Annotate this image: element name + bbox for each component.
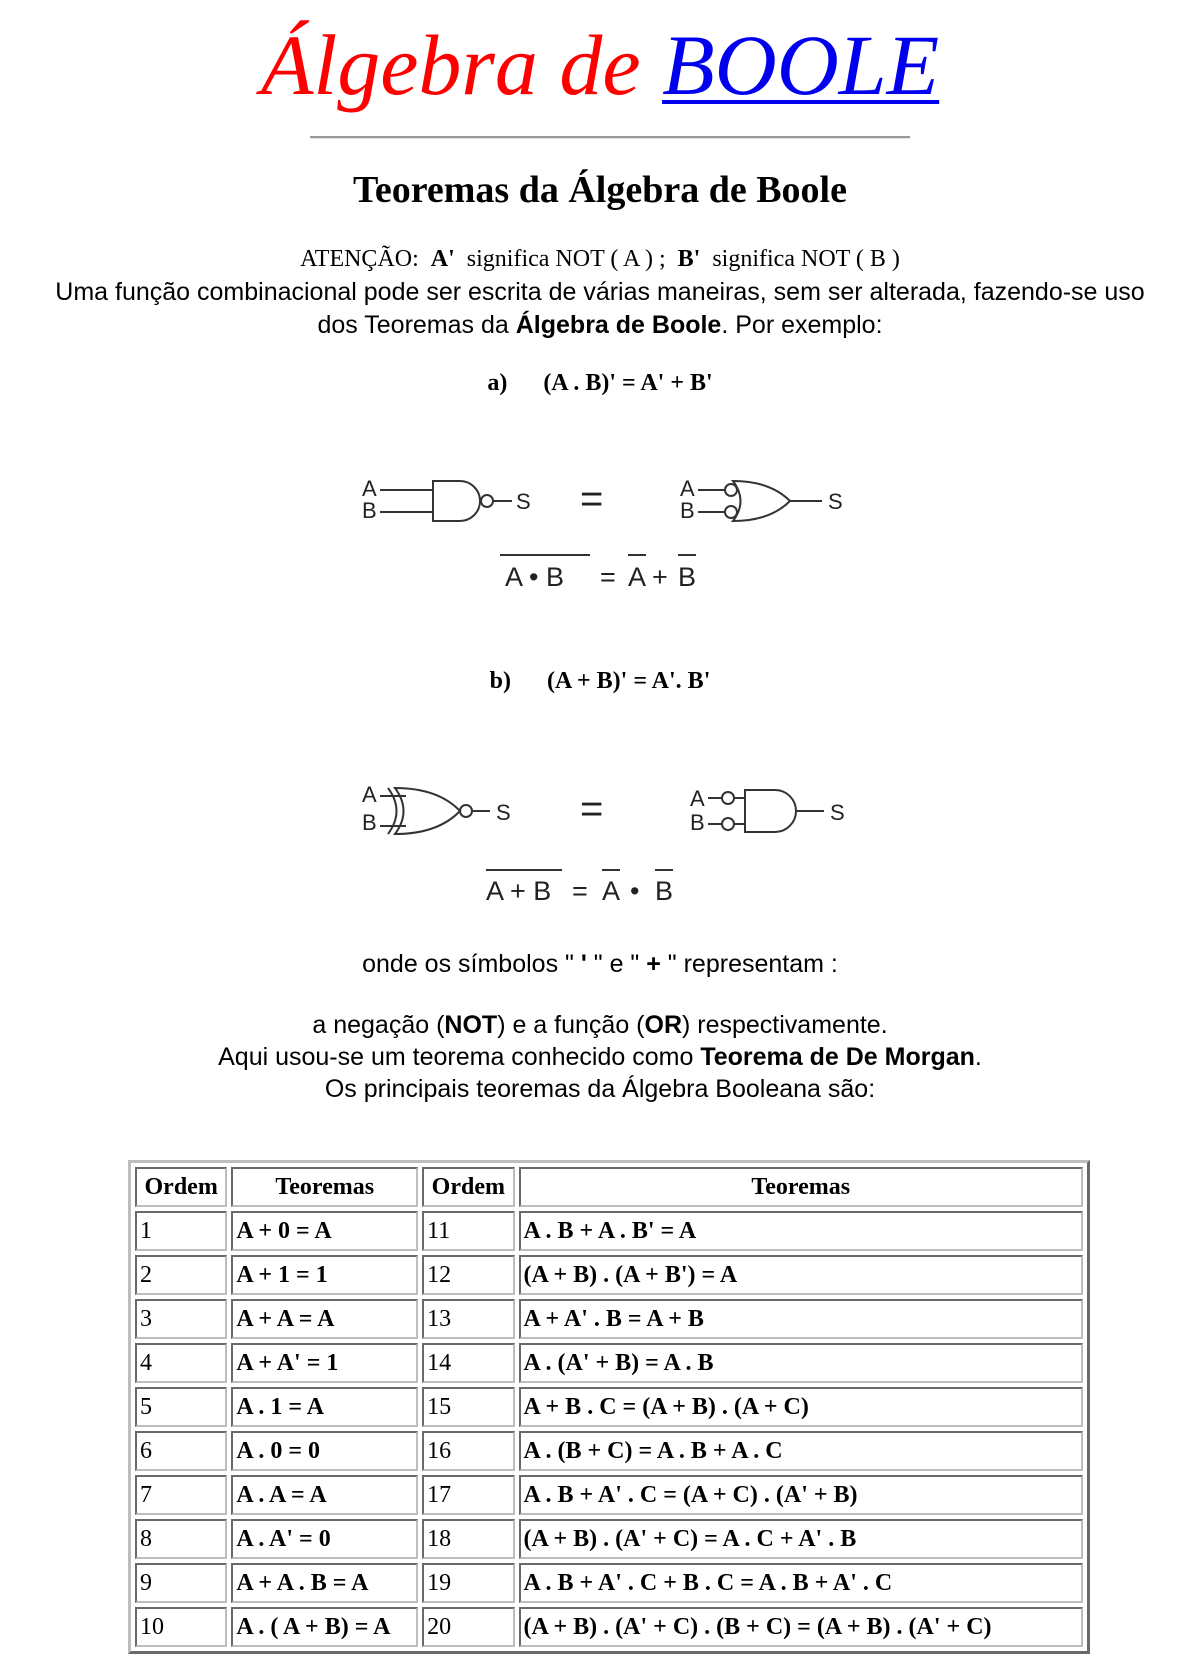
table-row (135, 1343, 1083, 1383)
order-cell: 20 (422, 1607, 514, 1647)
table-row (135, 1387, 1083, 1427)
diagram-b-equals: = (580, 787, 604, 831)
theorem-cell: A . 0 = 0 (231, 1431, 418, 1471)
gate-a-input-b: B (362, 498, 377, 523)
theorem-cell: A . 1 = A (231, 1387, 418, 1427)
order-cell: 10 (135, 1607, 227, 1647)
example-a-formula (0, 370, 1200, 397)
intro-text-1: Uma função combinacional pode ser escrita de várias maneiras, sem ser alterada, fazendo-se uso dos Teoremas da (55, 278, 1145, 339)
note-quote-symbol: ' (580, 950, 587, 978)
note-text: onde os símbolos " (362, 950, 581, 978)
theorem-cell: A . B + A . B' = A (519, 1211, 1084, 1251)
order-cell: 5 (135, 1387, 227, 1427)
gate-a2-output: S (828, 489, 843, 514)
order-cell: 6 (135, 1431, 227, 1471)
expr-a-r1: A (628, 562, 647, 592)
table-row (135, 1211, 1083, 1251)
gate-b-input-b: B (362, 810, 377, 835)
gate-b2-input-b: B (690, 810, 705, 835)
col-header-teoremas: Teoremas (231, 1167, 418, 1207)
col-header-ordem: Ordem (135, 1167, 227, 1207)
note-text: " e " (586, 950, 647, 978)
attention-b: B' (677, 246, 701, 272)
section-heading: Teoremas da Álgebra de Boole (353, 169, 847, 211)
expr-b-dot: • (630, 876, 640, 906)
theorem-cell: A . A' = 0 (231, 1519, 418, 1559)
expr-b-r2: B (655, 876, 674, 906)
page-title (0, 10, 1200, 120)
example-a-expression: (A . B)' = A' + B' (543, 370, 713, 396)
order-cell: 12 (422, 1255, 514, 1295)
order-cell: 13 (422, 1299, 514, 1339)
theorem-cell: A . (B + C) = A . B + A . C (519, 1431, 1084, 1471)
gate-a2-input-a: A (680, 476, 695, 501)
table-row (135, 1475, 1083, 1515)
order-cell: 17 (422, 1475, 514, 1515)
attention-b-text: significa NOT ( B ) (712, 246, 900, 272)
gate-b2-input-a: A (690, 786, 705, 811)
note-de-morgan: Teorema de De Morgan (700, 1043, 975, 1071)
theorem-cell: A . A = A (231, 1475, 418, 1515)
table-row (135, 1431, 1083, 1471)
attention-note (0, 246, 1200, 273)
note-or: OR (644, 1011, 682, 1039)
and-gate-inverted-inputs-icon (708, 790, 824, 832)
nand-gate-icon (380, 481, 512, 521)
order-cell: 19 (422, 1563, 514, 1603)
note-text: ) e a função ( (497, 1011, 645, 1039)
order-cell: 9 (135, 1563, 227, 1603)
diagram-a-equals: = (580, 477, 604, 521)
note-text: Aqui usou-se um teorema conhecido como (218, 1043, 701, 1071)
note-plus-symbol: + (646, 950, 661, 978)
gate-b2-output: S (830, 800, 845, 825)
expr-a-left: A • B (505, 562, 564, 592)
theorems-intro: Os principais teoremas da Álgebra Booleana são: (324, 1075, 876, 1103)
theorem-cell: A + A' = 1 (231, 1343, 418, 1383)
title-link-boole[interactable]: BOOLE (662, 17, 940, 113)
table-row (135, 1519, 1083, 1559)
theorem-cell: A + 0 = A (231, 1211, 418, 1251)
theorem-cell: A + A = A (231, 1299, 418, 1339)
theorem-cell: A + A . B = A (231, 1563, 418, 1603)
title-text: Álgebra de (260, 17, 641, 113)
de-morgan-note (0, 1041, 1200, 1074)
theorem-cell: A + A' . B = A + B (519, 1299, 1084, 1339)
attention-a-text: significa NOT ( A ) ; (466, 246, 666, 272)
theorem-cell: (A + B) . (A + B') = A (519, 1255, 1084, 1295)
attention-prefix: ATENÇÃO: (300, 246, 419, 272)
table-row (135, 1255, 1083, 1295)
theorem-cell: A + B . C = (A + B) . (A + C) (519, 1387, 1084, 1427)
order-cell: 2 (135, 1255, 227, 1295)
example-a-label: a) (487, 370, 508, 396)
expr-b-eq: = (572, 876, 588, 906)
nor-gate-icon (380, 788, 490, 834)
order-cell: 18 (422, 1519, 514, 1559)
theorem-cell: A . ( A + B) = A (231, 1607, 418, 1647)
gate-a-output: S (516, 489, 531, 514)
theorem-cell: (A + B) . (A' + C) . (B + C) = (A + B) . (A' + C) (519, 1607, 1084, 1647)
intro-text-2: . Por exemplo: (721, 311, 883, 339)
or-gate-inverted-inputs-icon (698, 481, 822, 521)
gate-a2-input-b: B (680, 498, 695, 523)
order-cell: 3 (135, 1299, 227, 1339)
expr-a-plus: + (652, 562, 668, 592)
theorem-cell: A . (A' + B) = A . B (519, 1343, 1084, 1383)
order-cell: 4 (135, 1343, 227, 1383)
example-b-formula (0, 668, 1200, 695)
theorems-table (128, 1160, 1090, 1654)
example-b-expression: (A + B)' = A'. B' (546, 668, 711, 694)
example-b-label: b) (489, 668, 511, 694)
table-row (135, 1563, 1083, 1603)
col-header-ordem-2: Ordem (422, 1167, 514, 1207)
gate-b-input-a: A (362, 782, 377, 807)
expr-a-r2: B (678, 562, 697, 592)
gate-a-input-a: A (362, 476, 377, 501)
note-text: ) respectivamente. (682, 1011, 888, 1039)
table-row (135, 1607, 1083, 1647)
horizontal-rule (310, 136, 910, 139)
de-morgan-diagram-a (350, 470, 870, 600)
order-cell: 16 (422, 1431, 514, 1471)
expr-b-r1: A (602, 876, 621, 906)
order-cell: 15 (422, 1387, 514, 1427)
table-row (135, 1299, 1083, 1339)
expr-b-left: A + B (486, 876, 552, 906)
order-cell: 14 (422, 1343, 514, 1383)
gate-b-output: S (496, 800, 511, 825)
attention-a: A' (430, 246, 455, 272)
theorem-cell: A . B + A' . C = (A + C) . (A' + B) (519, 1475, 1084, 1515)
order-cell: 1 (135, 1211, 227, 1251)
note-text: a negação ( (312, 1011, 445, 1039)
expr-a-eq: = (600, 562, 616, 592)
note-not: NOT (444, 1011, 498, 1039)
theorem-cell: A . B + A' . C + B . C = A . B + A' . C (519, 1563, 1084, 1603)
theorem-cell: A + 1 = 1 (231, 1255, 418, 1295)
symbols-note (0, 948, 1200, 981)
table-header-row (135, 1167, 1083, 1207)
note-text: . (974, 1043, 982, 1071)
order-cell: 7 (135, 1475, 227, 1515)
de-morgan-diagram-b (350, 780, 870, 910)
theorem-cell: (A + B) . (A' + C) = A . C + A' . B (519, 1519, 1084, 1559)
order-cell: 8 (135, 1519, 227, 1559)
negation-note (0, 1009, 1200, 1042)
intro-bold: Álgebra de Boole (515, 311, 722, 339)
note-text: " representam : (660, 950, 838, 978)
col-header-teoremas-2: Teoremas (519, 1167, 1084, 1207)
intro-paragraph (40, 276, 1160, 342)
order-cell: 11 (422, 1211, 514, 1251)
